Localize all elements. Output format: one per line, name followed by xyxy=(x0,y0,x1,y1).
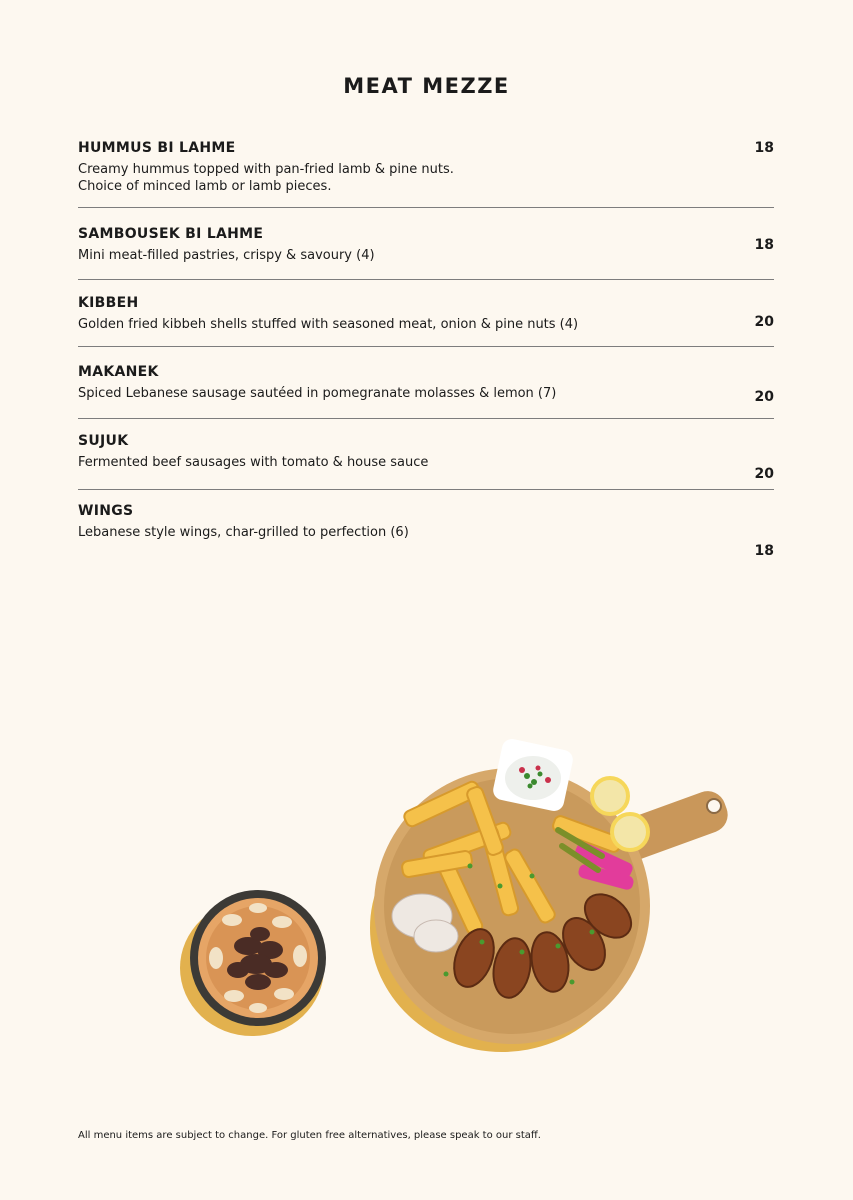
item-description xyxy=(78,161,678,195)
menu-item-sujuk xyxy=(78,433,774,490)
item-price: 20 xyxy=(754,466,774,482)
item-name: KIBBEH xyxy=(78,295,139,311)
item-description: Mini meat-filled pastries, crispy & savoury (4) xyxy=(78,248,375,263)
page-title: MEAT MEZZE xyxy=(343,74,510,98)
hummus-bowl-photo xyxy=(172,878,342,1048)
item-description: Fermented beef sausages with tomato & house sauce xyxy=(78,455,429,470)
item-price: 18 xyxy=(754,543,774,559)
item-description: Golden fried kibbeh shells stuffed with seasoned meat, onion & pine nuts (4) xyxy=(78,317,579,332)
item-price: 18 xyxy=(754,140,774,156)
item-price: 20 xyxy=(754,389,774,405)
item-name: SAMBOUSEK BI LAHME xyxy=(78,226,264,242)
item-name: WINGS xyxy=(78,503,134,519)
menu-item-kibbeh xyxy=(78,295,774,347)
wings-platter-photo xyxy=(362,736,742,1056)
item-description-line: Creamy hummus topped with pan-fried lamb & pine nuts. xyxy=(78,162,454,177)
menu-item-sambousek-bi-lahme xyxy=(78,226,774,280)
item-name: HUMMUS BI LAHME xyxy=(78,140,236,156)
item-price: 20 xyxy=(754,314,774,330)
menu-item-hummus-bi-lahme xyxy=(78,140,774,208)
item-description: Lebanese style wings, char-grilled to perfection (6) xyxy=(78,525,409,540)
menu-item-wings xyxy=(78,503,774,563)
item-name: MAKANEK xyxy=(78,364,159,380)
menu-item-makanek xyxy=(78,364,774,419)
item-price: 18 xyxy=(754,237,774,253)
item-description: Spiced Lebanese sausage sautéed in pomegranate molasses & lemon (7) xyxy=(78,386,557,401)
item-name: SUJUK xyxy=(78,433,129,449)
item-description-line: Choice of minced lamb or lamb pieces. xyxy=(78,179,332,194)
footnote: All menu items are subject to change. For gluten free alternatives, please speak to our staff. xyxy=(78,1130,541,1141)
